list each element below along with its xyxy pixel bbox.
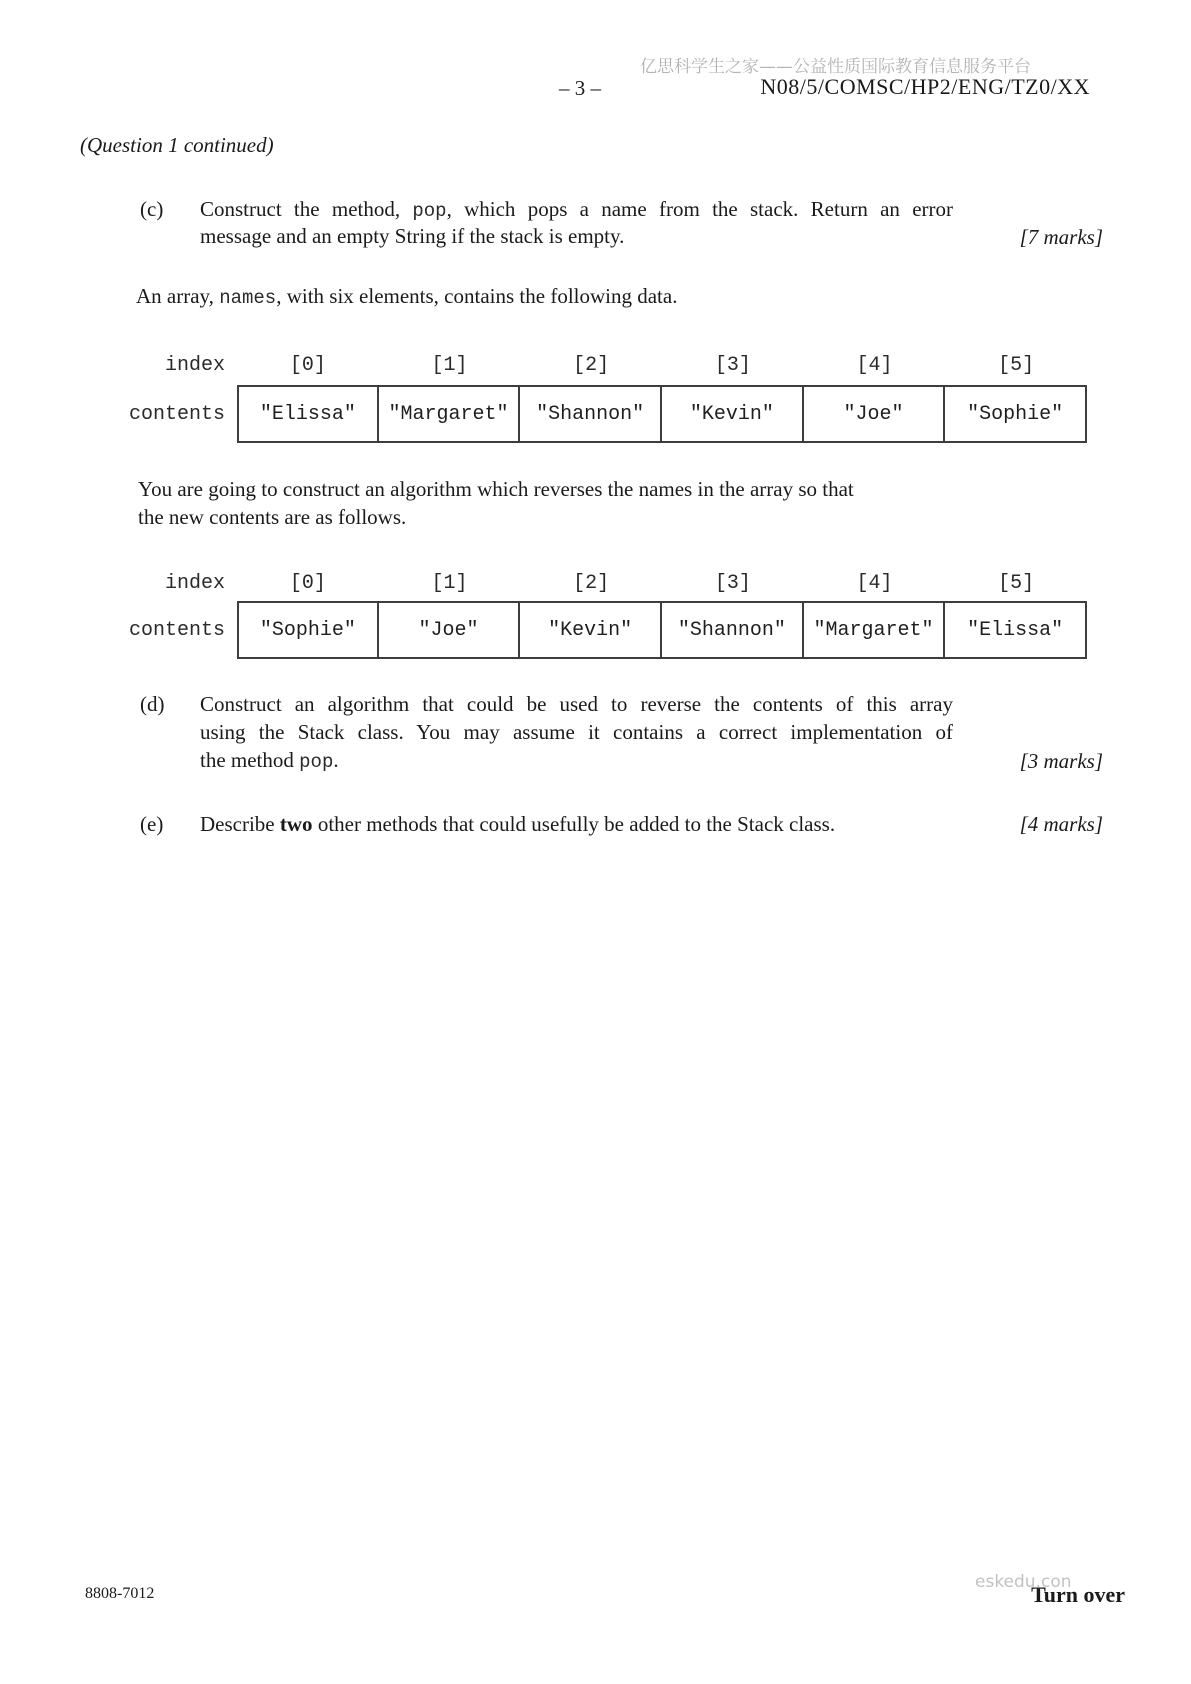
array-cell: "Joe" — [804, 385, 946, 443]
index-cell: [2] — [573, 571, 610, 595]
array-intro-post: , with six elements, contains the following data. — [276, 284, 678, 308]
index-cell: [1] — [431, 353, 468, 377]
page-number: – 3 – — [559, 76, 601, 100]
contents-row-label: contents — [128, 618, 225, 642]
array-cell: "Sophie" — [237, 601, 379, 659]
reverse-intro-line2: the new contents are as follows. — [138, 505, 407, 529]
part-e-line-post: other methods that could usefully be added to the Stack class. — [312, 812, 836, 836]
array-cell: "Shannon" — [520, 385, 662, 443]
index-row-label: index — [164, 353, 225, 377]
index-cell: [5] — [998, 353, 1035, 377]
paper-code: N08/5/COMSC/HP2/ENG/TZ0/XX — [760, 74, 1090, 99]
index-cell: [0] — [289, 353, 326, 377]
array-table-1-index-row — [100, 353, 1087, 377]
part-d-label: (d) — [140, 692, 165, 716]
array-cell: "Joe" — [379, 601, 521, 659]
part-d-line3-pre: the method — [200, 748, 300, 772]
array-table-2-contents-row — [100, 601, 1087, 659]
part-c-line2: message and an empty String if the stack is empty. — [200, 224, 625, 248]
part-e-marks: [4 marks] — [1019, 812, 1103, 836]
index-cell: [5] — [998, 571, 1035, 595]
array-cell: "Shannon" — [662, 601, 804, 659]
part-d-line2: using the Stack class. You may assume it contains a correct implementation of — [200, 720, 953, 744]
part-e-emphasis: two — [279, 812, 313, 836]
array-table-1-contents-row — [100, 385, 1087, 443]
part-d-line1: Construct an algorithm that could be used to reverse the contents of this array — [200, 692, 953, 716]
index-cell: [1] — [431, 571, 468, 595]
array-cell: "Elissa" — [945, 601, 1087, 659]
pop-method-code: pop — [299, 751, 334, 773]
site-watermark: eskedu.con — [975, 1572, 1072, 1592]
array-intro-pre: An array, — [136, 284, 220, 308]
part-e-label: (e) — [140, 812, 164, 836]
array-intro — [136, 284, 677, 309]
question-continued-note: (Question 1 continued) — [80, 133, 274, 157]
reverse-intro-line1: You are going to construct an algorithm which reverses the names in the array so that — [138, 477, 854, 501]
part-d-marks: [3 marks] — [1019, 749, 1103, 773]
chinese-watermark-header: 亿思科学生之家——公益性质国际教育信息服务平台 — [640, 57, 1031, 77]
index-cell: [3] — [714, 353, 751, 377]
array-cell: "Kevin" — [662, 385, 804, 443]
array-cell: "Kevin" — [520, 601, 662, 659]
document-number: 8808-7012 — [85, 1585, 155, 1602]
index-cell: [4] — [856, 353, 893, 377]
part-e-line — [200, 812, 835, 837]
names-array-code: names — [219, 287, 277, 309]
index-cell: [0] — [289, 571, 326, 595]
part-c-label: (c) — [140, 197, 164, 221]
part-c-line1 — [200, 197, 953, 222]
array-table-2-index-row — [100, 571, 1087, 595]
pop-method-code: pop — [412, 200, 447, 222]
part-d-line3 — [200, 748, 339, 773]
contents-row-label: contents — [128, 402, 225, 426]
turn-over-label: Turn over — [1031, 1582, 1125, 1607]
array-cell: "Elissa" — [237, 385, 379, 443]
part-e-line-pre: Describe — [200, 812, 280, 836]
index-row-label: index — [164, 571, 225, 595]
part-c-line1-post: , which pops a name from the stack. Return an error — [446, 197, 953, 221]
index-cell: [2] — [573, 353, 610, 377]
index-cell: [4] — [856, 571, 893, 595]
array-cell: "Sophie" — [945, 385, 1087, 443]
part-d-line3-post: . — [333, 748, 339, 772]
array-cell: "Margaret" — [379, 385, 521, 443]
array-cell: "Margaret" — [804, 601, 946, 659]
index-cell: [3] — [714, 571, 751, 595]
part-c-marks: [7 marks] — [1019, 225, 1103, 249]
part-c-line1-pre: Construct the method, — [200, 197, 413, 221]
